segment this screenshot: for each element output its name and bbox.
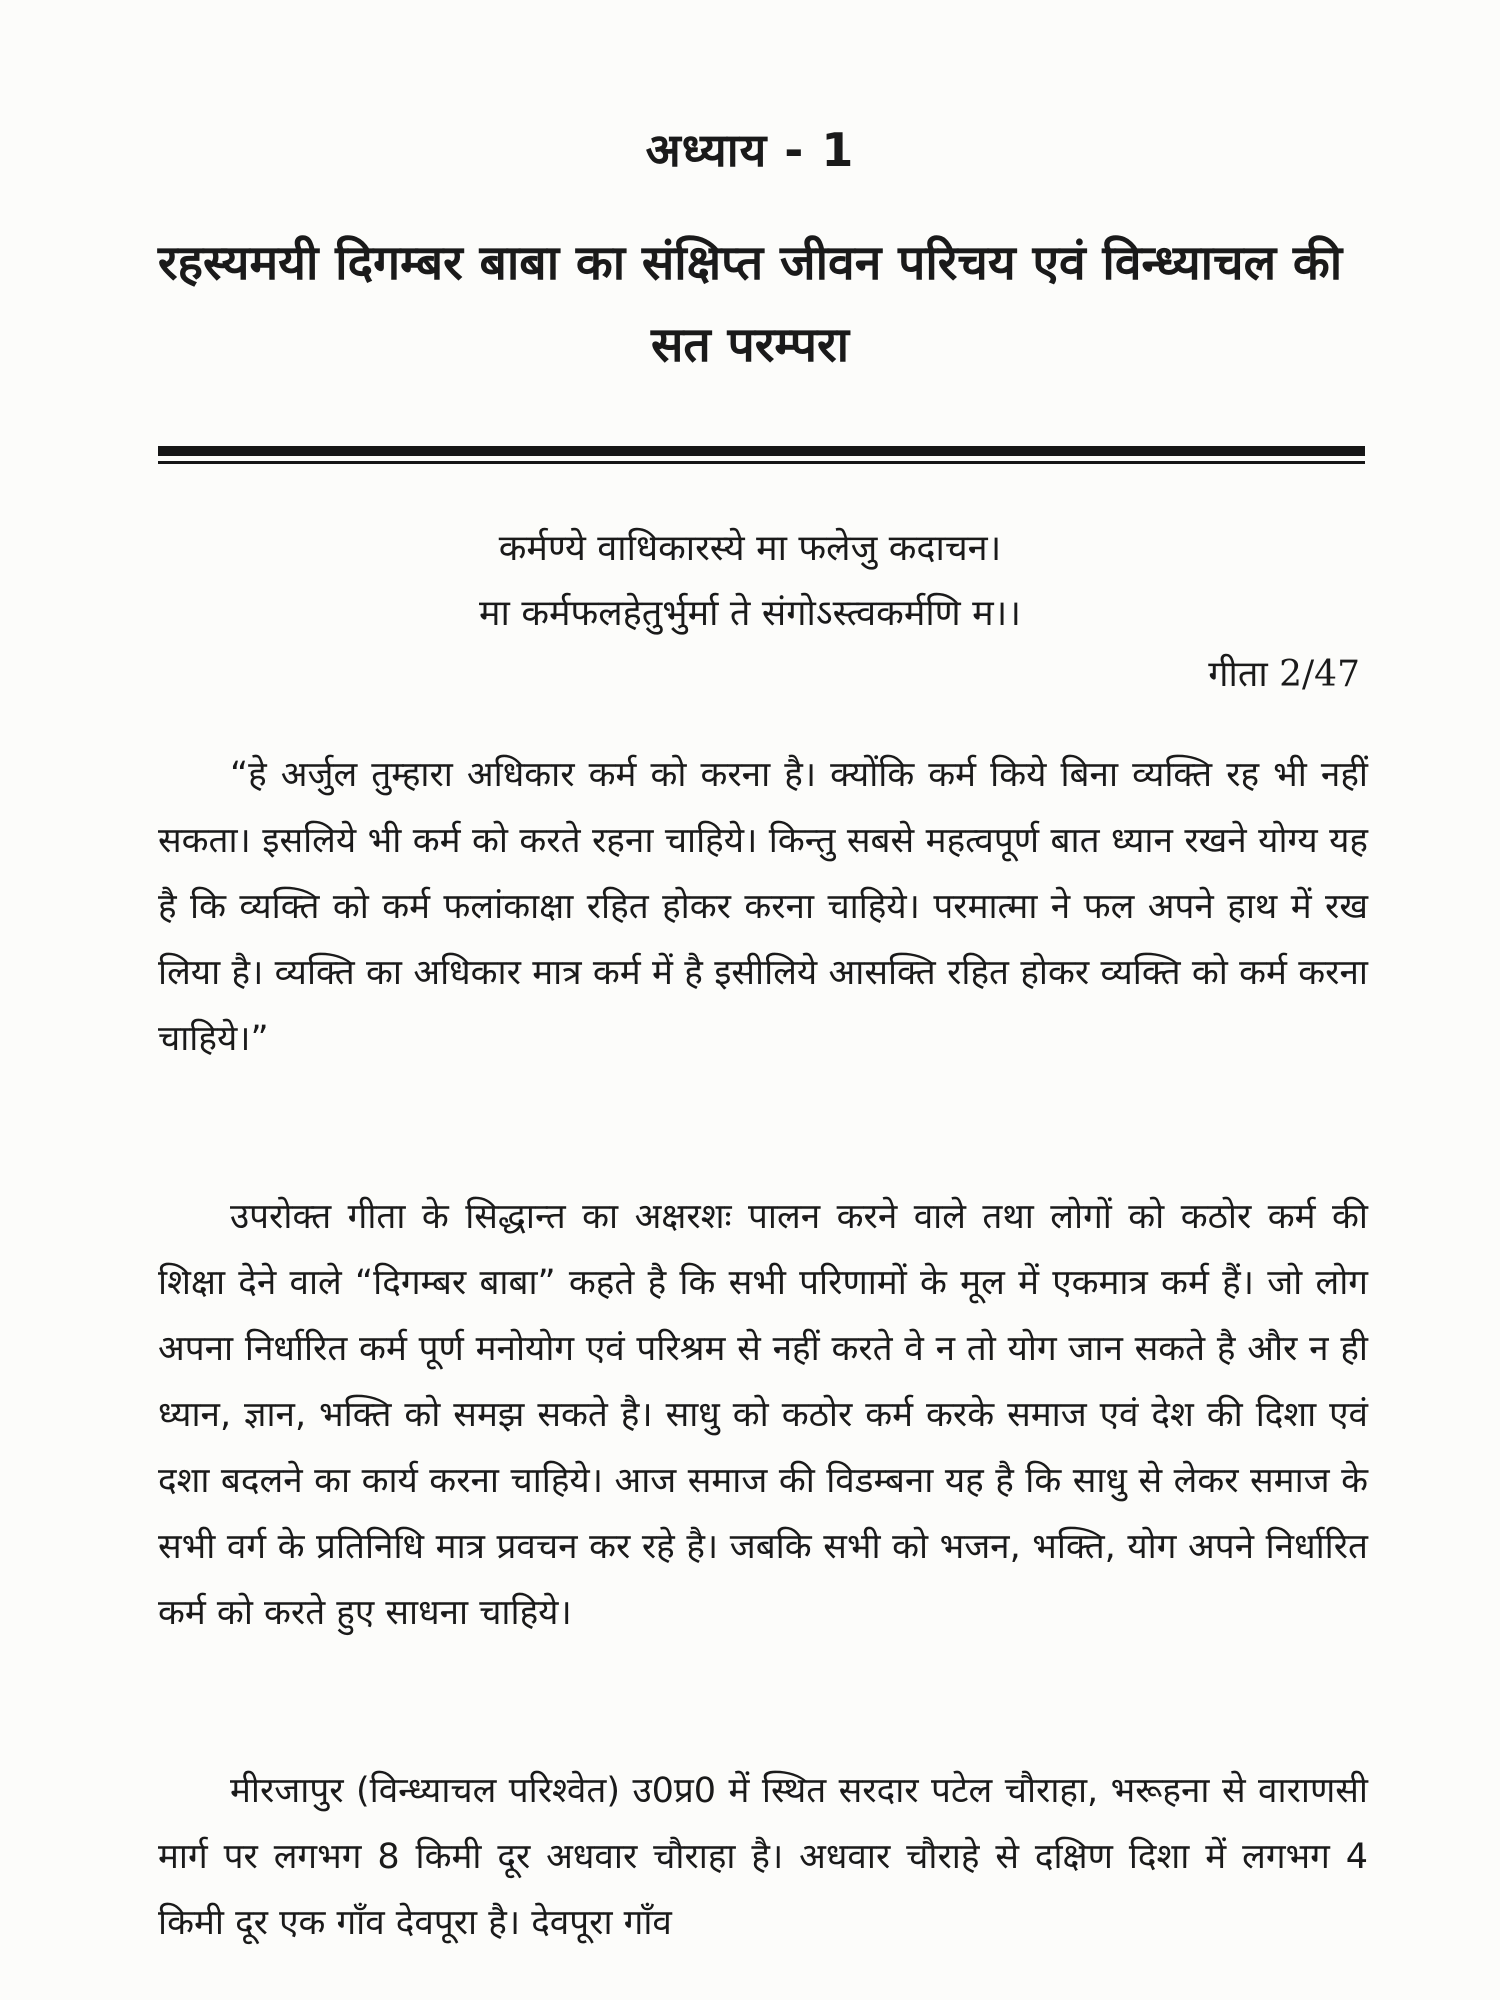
paragraph-digambar-baba: उपरोक्त गीता के सिद्धान्त का अक्षरशः पालन करने वाले तथा लोगों को कठोर कर्म की शिक्षा देने वाले “दिगम्बर बाबा” कहते है कि सभी परिणामों के मूल में एकमात्र कर्म हैं। जो लोग अपना निर्धारित कर्म पूर्ण मनोयोग एवं परिश्रम से नहीं करते वे न तो योग जान सकते है और न ही ध्यान, ज्ञान, भक्ति को समझ सकते है। साधु को कठोर कर्म करके समाज एवं देश की दिशा एवं दशा बदलने का कार्य करना चाहिये। आज समाज की विडम्बना यह है कि साधु से लेकर समाज के सभी वर्ग के प्रतिनिधि मात्र प्रवचन कर रहे है। जबकि सभी को भजन, भक्ति, योग अपने निर्धारित कर्म को करते हुए साधना चाहिये। [158,1197,1368,1633]
verse-citation: गीता 2/47 [1208,654,1360,695]
verse-line-2: मा कर्मफलहेतुर्भुर्मा ते संगोऽस्त्वकर्मणि म।। [479,593,1021,634]
chapter-label: अध्याय - 1 [645,123,855,177]
title-divider-thick [158,446,1365,456]
title-divider-thin [158,461,1365,464]
gita-verse [0,516,1500,646]
paragraph-gita-translation: “हे अर्जुल तुम्हारा अधिकार कर्म को करना है। क्योंकि कर्म किये बिना व्यक्ति रह भी नहीं सकता। इसलिये भी कर्म को करते रहना चाहिये। किन्तु सबसे महत्वपूर्ण बात ध्यान रखने योग्य यह है कि व्यक्ति को कर्म फलांकाक्षा रहित होकर करना चाहिये। परमात्मा ने फल अपने हाथ में रख लिया है। व्यक्ति का अधिकार मात्र कर्म में है इसीलिये आसक्ति रहित होकर व्यक्ति को कर्म करना चाहिये।” [158,755,1368,1059]
paragraph-mirzapur-location: मीरजापुर (विन्ध्याचल परिश्वेत) उ0प्र0 में स्थित सरदार पटेल चौराहा, भरूहना से वाराणसी मार्ग पर लगभग 8 किमी दूर अधवार चौराहा है। अधवार चौराहे से दक्षिण दिशा में लगभग 4 किमी दूर एक गाँव देवपूरा है। देवपूरा गाँव [158,1771,1368,1943]
chapter-title: रहस्यमयी दिगम्बर बाबा का संक्षिप्त जीवन परिचय एवं विन्ध्याचल की सत परम्परा [157,235,1343,373]
verse-line-1: कर्मण्ये वाधिकारस्ये मा फलेजु कदाचन। [498,528,1002,569]
